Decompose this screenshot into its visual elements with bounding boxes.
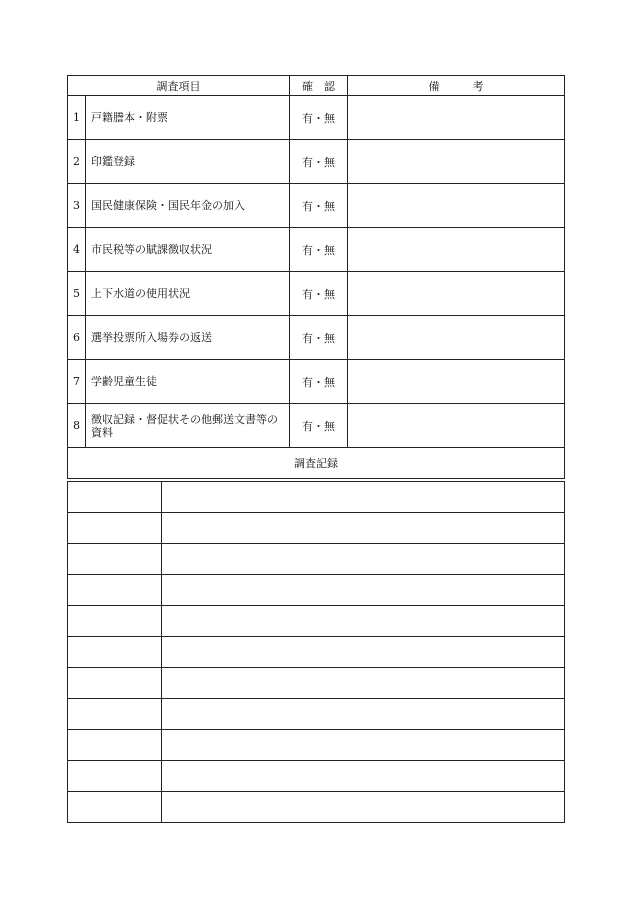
item-label: 印鑑登録 [86, 140, 290, 184]
table-row [68, 316, 565, 360]
record-date-cell[interactable] [68, 668, 162, 699]
record-row [68, 575, 565, 606]
record-row [68, 761, 565, 792]
table-header-row [68, 76, 565, 96]
record-row [68, 668, 565, 699]
table-row [68, 404, 565, 448]
record-content-cell[interactable] [162, 606, 565, 637]
record-row [68, 606, 565, 637]
confirmation-cell[interactable]: 有・無 [290, 360, 348, 404]
record-section-title: 調査記録 [68, 448, 565, 479]
record-date-cell[interactable] [68, 792, 162, 823]
remarks-cell[interactable] [348, 360, 565, 404]
confirmation-cell[interactable]: 有・無 [290, 404, 348, 448]
remarks-cell[interactable] [348, 184, 565, 228]
confirmation-cell[interactable]: 有・無 [290, 272, 348, 316]
record-date-cell[interactable] [68, 482, 162, 513]
record-content-cell[interactable] [162, 575, 565, 606]
confirmation-cell[interactable]: 有・無 [290, 96, 348, 140]
survey-record-table [67, 481, 565, 823]
confirmation-cell[interactable]: 有・無 [290, 316, 348, 360]
item-label: 徴収記録・督促状その他郵送文書等の資料 [86, 404, 290, 448]
remarks-cell[interactable] [348, 272, 565, 316]
remarks-cell[interactable] [348, 316, 565, 360]
item-number: 8 [68, 404, 86, 448]
remarks-cell[interactable] [348, 140, 565, 184]
item-number: 2 [68, 140, 86, 184]
record-content-cell[interactable] [162, 792, 565, 823]
item-number: 6 [68, 316, 86, 360]
record-row [68, 513, 565, 544]
record-content-cell[interactable] [162, 668, 565, 699]
record-content-cell[interactable] [162, 637, 565, 668]
record-content-cell[interactable] [162, 699, 565, 730]
record-content-cell[interactable] [162, 513, 565, 544]
table-row [68, 272, 565, 316]
item-number: 4 [68, 228, 86, 272]
item-number: 3 [68, 184, 86, 228]
item-number: 1 [68, 96, 86, 140]
remarks-cell[interactable] [348, 404, 565, 448]
record-row [68, 792, 565, 823]
remarks-cell[interactable] [348, 96, 565, 140]
record-row [68, 730, 565, 761]
confirmation-cell[interactable]: 有・無 [290, 184, 348, 228]
record-date-cell[interactable] [68, 513, 162, 544]
record-row [68, 637, 565, 668]
record-date-cell[interactable] [68, 606, 162, 637]
remarks-cell[interactable] [348, 228, 565, 272]
record-row [68, 699, 565, 730]
table-row [68, 140, 565, 184]
record-content-cell[interactable] [162, 482, 565, 513]
table-row [68, 360, 565, 404]
confirmation-cell[interactable]: 有・無 [290, 140, 348, 184]
record-row [68, 482, 565, 513]
record-row [68, 544, 565, 575]
record-content-cell[interactable] [162, 544, 565, 575]
item-number: 7 [68, 360, 86, 404]
item-label: 戸籍謄本・附票 [86, 96, 290, 140]
record-date-cell[interactable] [68, 575, 162, 606]
record-date-cell[interactable] [68, 544, 162, 575]
record-section-header [68, 448, 565, 479]
table-row [68, 228, 565, 272]
record-content-cell[interactable] [162, 761, 565, 792]
table-row [68, 184, 565, 228]
survey-items-table [67, 75, 565, 479]
record-date-cell[interactable] [68, 637, 162, 668]
record-date-cell[interactable] [68, 699, 162, 730]
header-remarks: 備 考 [348, 76, 565, 96]
item-label: 国民健康保険・国民年金の加入 [86, 184, 290, 228]
item-label: 市民税等の賦課徴収状況 [86, 228, 290, 272]
record-date-cell[interactable] [68, 730, 162, 761]
confirmation-cell[interactable]: 有・無 [290, 228, 348, 272]
header-confirmation: 確 認 [290, 76, 348, 96]
item-number: 5 [68, 272, 86, 316]
item-label: 上下水道の使用状況 [86, 272, 290, 316]
table-row [68, 96, 565, 140]
record-date-cell[interactable] [68, 761, 162, 792]
record-content-cell[interactable] [162, 730, 565, 761]
item-label: 選挙投票所入場券の返送 [86, 316, 290, 360]
item-label: 学齢児童生徒 [86, 360, 290, 404]
header-survey-item: 調査項目 [68, 76, 290, 96]
